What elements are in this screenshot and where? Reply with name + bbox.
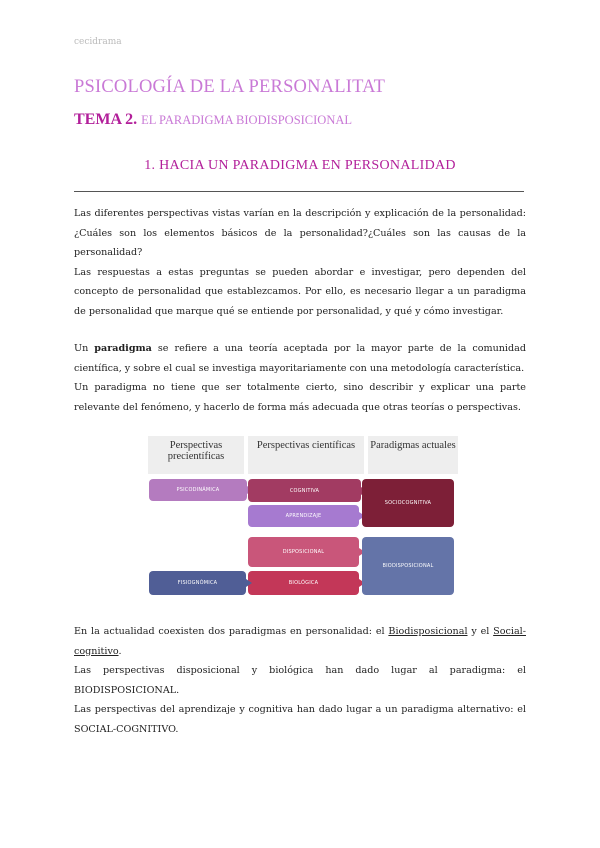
arrow-right-icon (246, 579, 252, 587)
box-disposicional: DISPOSICIONAL (248, 537, 359, 567)
paragraph-line (74, 622, 526, 661)
paradigm-diagram (148, 436, 458, 599)
bold-term: paradigma (94, 343, 152, 354)
box-biodisposicional: BIODISPOSICIONAL (362, 537, 454, 595)
document-title: PSICOLOGÍA DE LA PERSONALITAT (74, 77, 386, 97)
paragraph-line: Un paradigma no tiene que ser totalmente cierto, sino describir y explicar una parte relevante del fenómeno, y hacerlo de forma más adecuada que otras teorías o perspectivas. (74, 382, 526, 413)
underlined-term: Biodisposicional (388, 626, 468, 637)
topic-heading (74, 111, 352, 129)
topic-subtitle: EL PARADIGMA BIODISPOSICIONAL (141, 113, 353, 127)
divider (74, 191, 524, 192)
text-run: y el (467, 626, 494, 637)
watermark: cecidrama (74, 37, 122, 47)
text-run: se refiere a una teoría aceptada por la mayor parte de la comunidad científica, y sobre el cual se investiga mayoritariamente con una metodología característica. (74, 343, 526, 374)
header-label: Paradigmas actuales (370, 440, 456, 451)
header-label: Perspectivas precientíficas (167, 440, 225, 462)
header-cientificas (248, 436, 364, 474)
box-psicodinamica: PSICODINÁMICA (149, 479, 247, 501)
paragraph-line: Las perspectivas del aprendizaje y cognitiva han dado lugar a un paradigma alternativo: el SOCIAL-COGNITIVO. (74, 704, 526, 735)
text-run: En la actualidad coexisten dos paradigmas en personalidad: el (74, 626, 389, 637)
text-run: . (118, 645, 122, 657)
box-sociocognitiva: SOCIOCOGNITIVA (362, 479, 454, 527)
header-actuales (368, 436, 458, 474)
paragraph-line: Las respuestas a estas preguntas se pueden abordar e investigar, pero dependen del concepto de personalidad que establezcamos. Por ello, es necesario llegar a un paradigma de personalidad que marque qué se entiende por personalidad, y qué y cómo investigar. (74, 266, 526, 317)
underlined-term: Social-cognitivo (74, 626, 526, 657)
paragraph-line: Las perspectivas disposicional y biológica han dado lugar al paradigma: el BIODISPOSICIONAL. (74, 665, 526, 696)
paragraph-current (74, 622, 526, 739)
paragraph-intro (74, 204, 526, 321)
topic-label: TEMA 2. (74, 111, 138, 128)
text-run: Un (74, 343, 95, 354)
paragraph-line (74, 339, 526, 378)
header-precientificas (148, 436, 244, 474)
box-fisiognomica: FISIOGNÓMICA (149, 571, 246, 595)
header-label: Perspectivas científicas (256, 440, 356, 451)
paragraph-line: Las diferentes perspectivas vistas varían en la descripción y explicación de la personalidad: ¿Cuáles son los elementos básicos de la personalidad?¿Cuáles son las causas de la personalidad? (74, 208, 526, 258)
box-cognitiva: COGNITIVA (248, 479, 361, 502)
box-aprendizaje: APRENDIZAJE (248, 505, 359, 527)
paragraph-paradigm (74, 339, 526, 417)
section-heading: 1. HACIA UN PARADIGMA EN PERSONALIDAD (144, 158, 456, 173)
box-biologica: BIOLÓGICA (248, 571, 359, 595)
